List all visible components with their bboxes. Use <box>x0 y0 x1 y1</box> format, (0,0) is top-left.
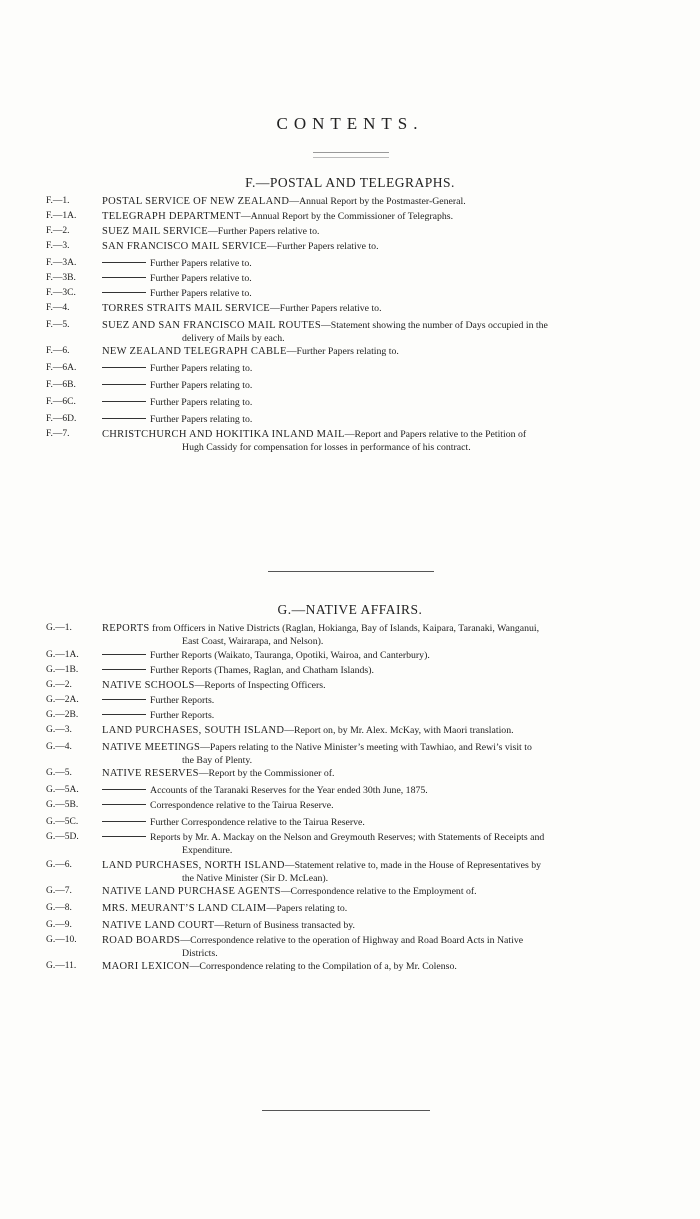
entry-text <box>102 428 654 454</box>
entry-code: F.—3. <box>46 241 70 251</box>
contents-entry <box>0 345 700 362</box>
ditto-dash <box>102 277 146 278</box>
contents-entry <box>0 799 700 816</box>
entry-title: NATIVE MEETINGS <box>102 742 201 753</box>
entry-description: —Annual Report by the Commissioner of Telegraphs. <box>240 211 454 222</box>
entry-title: TELEGRAPH DEPARTMENT <box>102 211 241 222</box>
entry-code: F.—4. <box>46 303 70 313</box>
entry-description: Further Reports. <box>150 695 215 706</box>
page-title: CONTENTS. <box>276 114 424 133</box>
entry-text <box>102 319 654 345</box>
entry-description: Further Papers relative to. <box>150 258 252 269</box>
entry-continuation: the Native Minister (Sir D. McLean). <box>182 873 329 884</box>
entry-code: F.—1A. <box>46 211 77 221</box>
entry-description: —Annual Report by the Postmaster-General. <box>289 196 466 207</box>
entry-description: Further Reports (Thames, Raglan, and Chatham Islands). <box>150 665 374 676</box>
entry-text <box>102 902 654 915</box>
entry-code: F.—3A. <box>46 258 77 268</box>
entry-title: NATIVE SCHOOLS <box>102 680 195 691</box>
entry-code: F.—5. <box>46 320 70 330</box>
section-f-entries <box>0 195 700 458</box>
entry-text <box>102 694 654 707</box>
contents-entry <box>0 210 700 225</box>
entry-description: —Report and Papers relative to the Petition of <box>344 429 527 440</box>
ditto-dash <box>102 654 146 655</box>
entry-text <box>102 257 654 270</box>
entry-title: SAN FRANCISCO MAIL SERVICE <box>102 241 267 252</box>
entry-code: G.—3. <box>46 725 72 735</box>
title-ornament <box>313 152 389 158</box>
entry-code: G.—1B. <box>46 665 79 675</box>
contents-entry <box>0 225 700 240</box>
contents-entry <box>0 379 700 396</box>
entry-description: Further Reports (Waikato, Tauranga, Opotiki, Wairoa, and Canterbury). <box>150 650 430 661</box>
contents-entry <box>0 724 700 741</box>
contents-entry <box>0 919 700 934</box>
entry-title: POSTAL SERVICE OF NEW ZEALAND <box>102 196 290 207</box>
entry-continuation: Hugh Cassidy for compensation for losses in performance of his contract. <box>182 442 471 453</box>
entry-code: F.—6D. <box>46 414 77 424</box>
entry-description: —Correspondence relative to the Employment of. <box>280 886 477 897</box>
ditto-dash <box>102 262 146 263</box>
contents-entry <box>0 694 700 709</box>
entry-code: G.—1. <box>46 623 72 633</box>
contents-entry <box>0 934 700 960</box>
entry-code: F.—6A. <box>46 363 77 373</box>
entry-code: G.—5B. <box>46 800 79 810</box>
contents-entry <box>0 240 700 257</box>
entry-text <box>102 816 654 829</box>
entry-description: —Return of Business transacted by. <box>214 920 355 931</box>
entry-text <box>102 784 654 797</box>
entry-text <box>102 934 654 960</box>
entry-description: Further Papers relating to. <box>150 363 253 374</box>
contents-entry <box>0 859 700 885</box>
entry-title: NEW ZEALAND TELEGRAPH CABLE <box>102 346 287 357</box>
entry-text <box>102 741 654 767</box>
entry-description: —Correspondence relative to the operation of Highway and Road Board Acts in Native <box>180 935 524 946</box>
entry-code: G.—5A. <box>46 785 79 795</box>
entry-text <box>102 210 654 223</box>
entry-code: G.—6. <box>46 860 72 870</box>
entry-text <box>102 724 654 737</box>
entry-title: LAND PURCHASES, SOUTH ISLAND <box>102 725 285 736</box>
ditto-dash <box>102 418 146 419</box>
ditto-dash <box>102 669 146 670</box>
contents-entry <box>0 767 700 784</box>
entry-code: G.—5C. <box>46 817 79 827</box>
contents-entry <box>0 741 700 767</box>
entry-code: F.—6C. <box>46 397 76 407</box>
entry-description: Further Reports. <box>150 710 215 721</box>
entry-text <box>102 379 654 392</box>
end-rule <box>262 1110 430 1111</box>
entry-text <box>102 195 654 208</box>
entry-code: G.—2A. <box>46 695 79 705</box>
entry-text <box>102 272 654 285</box>
entry-description: —Report by the Commissioner of. <box>198 768 335 779</box>
entry-code: F.—6. <box>46 346 70 356</box>
entry-code: G.—7. <box>46 886 72 896</box>
contents-entry <box>0 664 700 679</box>
entry-code: G.—2. <box>46 680 72 690</box>
entry-description: Further Correspondence relative to the Tairua Reserve. <box>150 817 365 828</box>
entry-description: —Further Papers relative to. <box>269 303 382 314</box>
entry-text <box>102 831 654 857</box>
entry-text <box>102 664 654 677</box>
entry-text <box>102 885 654 898</box>
entry-code: F.—7. <box>46 429 70 439</box>
entry-text <box>102 709 654 722</box>
entry-title: NATIVE LAND PURCHASE AGENTS <box>102 886 281 897</box>
contents-entry <box>0 362 700 379</box>
contents-entry <box>0 428 700 458</box>
entry-code: G.—10. <box>46 935 77 945</box>
entry-description: —Papers relating to. <box>266 903 348 914</box>
entry-title: NATIVE RESERVES <box>102 768 199 779</box>
section-divider <box>268 571 434 572</box>
contents-entry <box>0 679 700 694</box>
entry-title: NATIVE LAND COURT <box>102 920 215 931</box>
entry-description: —Statement showing the number of Days occupied in the <box>320 320 548 331</box>
entry-code: F.—6B. <box>46 380 76 390</box>
entry-text <box>102 302 654 315</box>
entry-code: G.—5. <box>46 768 72 778</box>
ditto-dash <box>102 699 146 700</box>
entry-code: F.—3C. <box>46 288 76 298</box>
entry-code: G.—9. <box>46 920 72 930</box>
contents-entry <box>0 649 700 664</box>
entry-text <box>102 859 654 885</box>
entry-continuation: the Bay of Plenty. <box>182 755 253 766</box>
section-heading-g: G.—NATIVE AFFAIRS. <box>277 602 423 617</box>
contents-entry <box>0 287 700 302</box>
entry-description: —Papers relating to the Native Minister’s meeting with Tawhiao, and Rewi’s visit to <box>200 742 532 753</box>
ditto-dash <box>102 367 146 368</box>
contents-entry <box>0 784 700 799</box>
entry-code: F.—3B. <box>46 273 76 283</box>
section-heading-f: F.—POSTAL AND TELEGRAPHS. <box>245 175 455 190</box>
entry-description: —Further Papers relative to. <box>207 226 320 237</box>
entry-description: —Statement relative to, made in the House of Representatives by <box>284 860 542 871</box>
entry-text <box>102 960 654 973</box>
entry-text <box>102 799 654 812</box>
entry-title: TORRES STRAITS MAIL SERVICE <box>102 303 270 314</box>
contents-entry <box>0 816 700 831</box>
entry-description: Accounts of the Taranaki Reserves for the Year ended 30th June, 1875. <box>150 785 428 796</box>
entry-code: G.—11. <box>46 961 77 971</box>
contents-entry <box>0 831 700 859</box>
entry-continuation: Districts. <box>182 948 218 959</box>
contents-entry <box>0 885 700 902</box>
entry-code: F.—2. <box>46 226 70 236</box>
entry-description: —Further Papers relative to. <box>266 241 379 252</box>
entry-description: Reports by Mr. A. Mackay on the Nelson and Greymouth Reserves; with Statements of Receipts and <box>150 832 545 843</box>
entry-description: Further Papers relating to. <box>150 414 253 425</box>
ditto-dash <box>102 836 146 837</box>
entry-title: SUEZ MAIL SERVICE <box>102 226 208 237</box>
ditto-dash <box>102 384 146 385</box>
entry-text <box>102 919 654 932</box>
entry-description: Further Papers relative to. <box>150 288 252 299</box>
ditto-dash <box>102 401 146 402</box>
entry-code: G.—2B. <box>46 710 79 720</box>
contents-entry <box>0 272 700 287</box>
entry-title: LAND PURCHASES, NORTH ISLAND <box>102 860 285 871</box>
contents-entry <box>0 195 700 210</box>
entry-text <box>102 622 654 648</box>
entry-description: —Report on, by Mr. Alex. McKay, with Maori translation. <box>284 725 514 736</box>
ditto-dash <box>102 714 146 715</box>
ditto-dash <box>102 821 146 822</box>
contents-entry <box>0 709 700 724</box>
entry-text <box>102 362 654 375</box>
contents-entry <box>0 622 700 649</box>
contents-entry <box>0 413 700 428</box>
ditto-dash <box>102 789 146 790</box>
entry-text <box>102 767 654 780</box>
entry-code: G.—8. <box>46 903 72 913</box>
ditto-dash <box>102 292 146 293</box>
entry-title: REPORTS <box>102 623 150 634</box>
entry-text <box>102 287 654 300</box>
entry-text <box>102 345 654 358</box>
entry-description: Further Papers relating to. <box>150 397 253 408</box>
contents-entry <box>0 396 700 413</box>
entry-title: ROAD BOARDS <box>102 935 181 946</box>
entry-code: F.—1. <box>46 196 70 206</box>
entry-text <box>102 240 654 253</box>
entry-text <box>102 679 654 692</box>
entry-title: MAORI LEXICON <box>102 961 190 972</box>
entry-text <box>102 413 654 426</box>
entry-description: —Correspondence relating to the Compilation of a, by Mr. Colenso. <box>189 961 457 972</box>
entry-text <box>102 225 654 238</box>
contents-entry <box>0 257 700 272</box>
ditto-dash <box>102 804 146 805</box>
entry-continuation: delivery of Mails by each. <box>182 333 285 344</box>
entry-description: Further Papers relative to. <box>150 273 252 284</box>
entry-text <box>102 649 654 662</box>
section-g-entries <box>0 622 700 990</box>
entry-description: —Further Papers relating to. <box>286 346 399 357</box>
entry-description: Further Papers relating to. <box>150 380 253 391</box>
entry-continuation: East Coast, Wairarapa, and Nelson). <box>182 636 324 647</box>
entry-description: from Officers in Native Districts (Raglan, Hokianga, Bay of Islands, Kaipara, Taranaki, Wanganui, <box>149 623 540 634</box>
contents-entry <box>0 960 700 990</box>
entry-code: G.—5D. <box>46 832 79 842</box>
entry-description: Correspondence relative to the Tairua Reserve. <box>150 800 334 811</box>
entry-text <box>102 396 654 409</box>
entry-continuation: Expenditure. <box>182 845 233 856</box>
entry-title: MRS. MEURANT’S LAND CLAIM <box>102 903 267 914</box>
contents-entry <box>0 902 700 919</box>
entry-code: G.—4. <box>46 742 72 752</box>
entry-title: SUEZ AND SAN FRANCISCO MAIL ROUTES <box>102 320 321 331</box>
entry-title: CHRISTCHURCH AND HOKITIKA INLAND MAIL <box>102 429 345 440</box>
entry-code: G.—1A. <box>46 650 79 660</box>
entry-description: —Reports of Inspecting Officers. <box>194 680 326 691</box>
contents-entry <box>0 302 700 319</box>
contents-entry <box>0 319 700 345</box>
